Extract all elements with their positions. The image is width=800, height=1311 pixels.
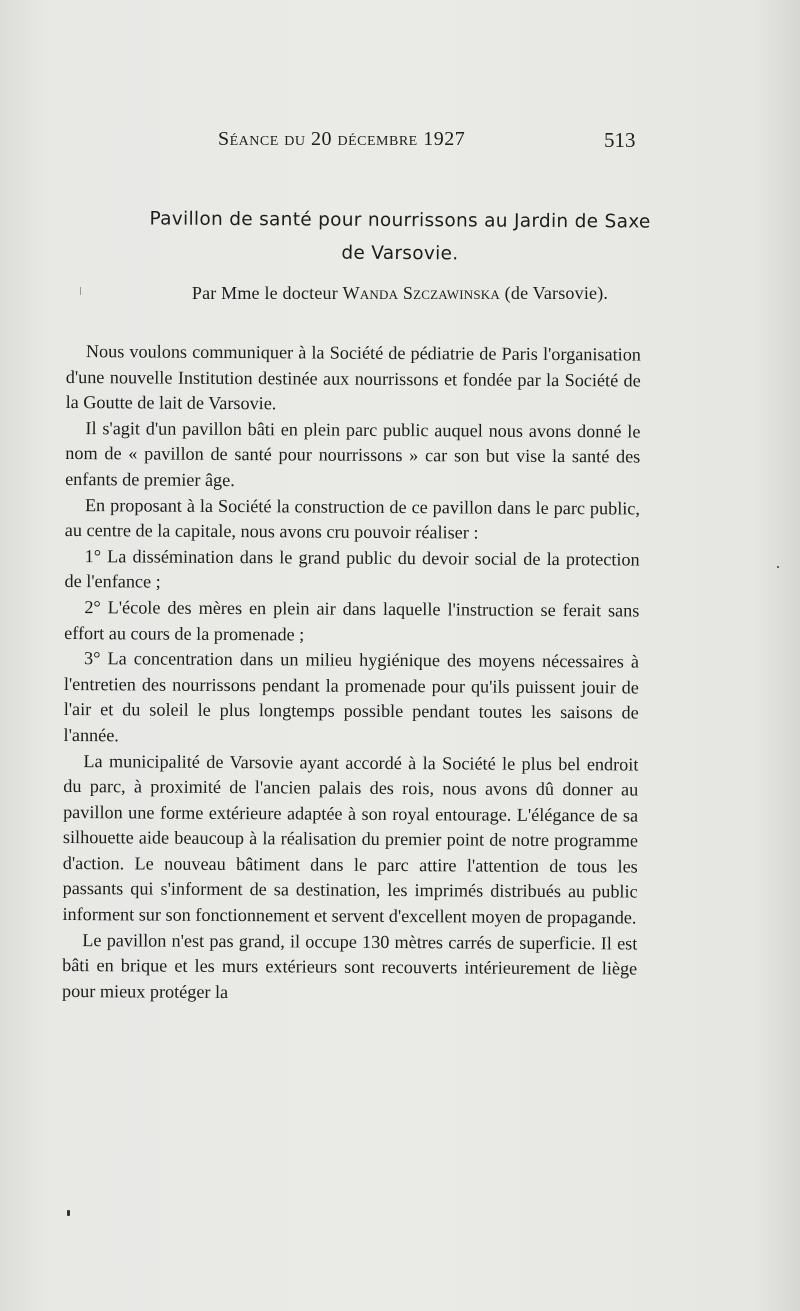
running-head-title: Séance du 20 décembre 1927 [218, 128, 466, 150]
paragraph-1: Nous voulons communiquer à la Société de pédiatrie de Paris l'organisation d'une nouvelle Institution destinée aux nourrissons et fondée par la Société de la Goutte de lait de Varsovie. [65, 341, 641, 414]
paragraph-3: En proposant à la Société la construction de ce pavillon dans le parc public, au centre de la capitale, nous avons cru pouvoir réaliser : [64, 494, 641, 543]
byline [60, 283, 740, 304]
ink-speck [67, 1210, 70, 1216]
byline-prefix: Par Mme le docteur [191, 283, 343, 303]
paragraph-6: 3° La concentration dans un milieu hygiénique des moyens nécessaires à l'entretien des nourrissons pendant la promenade pour qu'ils puissent jouir de l'air et du soleil le plus longtemps possible pendant toutes les saisons de l'année. [63, 648, 640, 746]
article-title [80, 202, 720, 272]
byline-suffix: (de Varsovie). [499, 283, 609, 303]
article-title-line-2: de Varsovie. [341, 242, 459, 265]
ink-speck [777, 566, 779, 568]
page-number: 513 [604, 128, 636, 152]
article-title-line-1: Pavillon de santé pour nourrissons au Jardin de Saxe [149, 208, 651, 233]
paragraph-7: La municipalité de Varsovie ayant accordé à la Société le plus bel endroit du parc, à proximité de l'ancien palais des rois, nous avons dû donner au pavillon une forme extérieure adaptée à son royal entourage. L'élégance de sa silhouette aide beaucoup à la réalisation du premier point de notre programme d'action. Le nouveau bâtiment dans le parc attire l'attention de tous les passants qui s'informent de sa destination, les imprimés distribués au public informent sur son fonctionnement et servent d'excellent moyen de propagande. [62, 750, 639, 928]
ink-speck [80, 287, 81, 295]
article-body [62, 339, 641, 1008]
paragraph-5: 2° L'école des mères en plein air dans laquelle l'instruction se ferait sans effort au cours de la promenade ; [64, 597, 640, 644]
byline-author: Wanda Szczawinska [342, 283, 500, 303]
running-head [0, 128, 800, 158]
paragraph-2: Il s'agit d'un pavillon bâti en plein parc public auquel nous avons donné le nom de « pavillon de santé pour nourrissons » car son but vise la santé des enfants de premier âge. [65, 417, 641, 491]
paragraph-4: 1° La dissémination dans le grand public du devoir social de la protection de l'enfance ; [64, 545, 640, 592]
paragraph-8: Le pavillon n'est pas grand, il occupe 130 mètres carrés de superficie. Il est bâti en brique et les murs extérieurs sont recouverts intérieurement de liège pour mieux protéger la [61, 929, 638, 1002]
